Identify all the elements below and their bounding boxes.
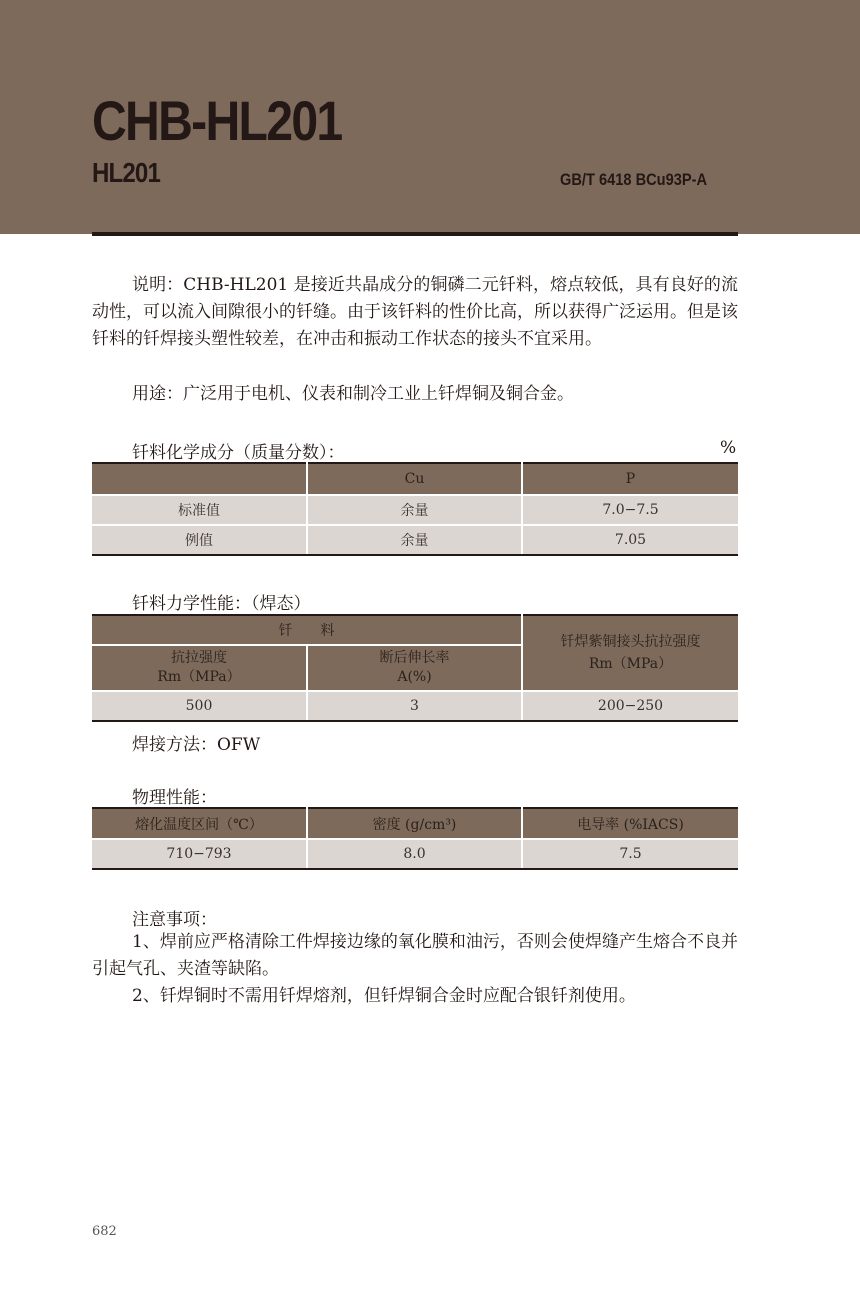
note-item: 2、钎焊铜时不需用钎焊熔剂，但钎焊铜合金时应配合银钎剂使用。 [132, 986, 636, 1006]
header-rule [92, 232, 738, 236]
product-title: CHB-HL201 [92, 89, 342, 152]
notes-title: 注意事项： [132, 910, 217, 930]
chem-header-row [92, 463, 738, 495]
table-cell: 标准值 [92, 495, 307, 525]
chem-header-cell: Cu [307, 463, 522, 495]
phys-section-title: 物理性能： [132, 788, 217, 808]
standard-code: GB/T 6418 BCu93P-A [560, 170, 708, 189]
header-band [0, 0, 860, 234]
table-cell: 200−250 [522, 691, 738, 721]
usage-text: 广泛用于电机、仪表和制冷工业上钎焊铜及铜合金。 [183, 384, 574, 404]
mech-group-header: 钎 料 [92, 615, 522, 645]
weld-method-label: 焊接方法： [132, 735, 217, 755]
mech-section-title: 钎料力学性能：（焊态） [132, 594, 311, 614]
table-cell: 710−793 [92, 839, 307, 869]
mech-table [92, 614, 738, 722]
table-cell: 例值 [92, 525, 307, 555]
chem-header-cell [92, 463, 307, 495]
mech-col1-line1: 抗拉强度 [171, 650, 227, 666]
mech-col1-line2: Rm（MPa） [157, 669, 241, 685]
usage-paragraph [92, 381, 738, 408]
table-cell: 500 [92, 691, 307, 721]
page-number: 682 [92, 1224, 117, 1239]
mech-col1-header [92, 645, 307, 691]
description-label: 说明： [132, 275, 184, 295]
chem-section-title: 钎料化学成分（质量分数）： [132, 443, 345, 463]
table-row [92, 839, 738, 869]
weld-method [132, 730, 260, 755]
phys-header-cell: 密度 (g/cm³) [307, 808, 522, 839]
mech-header-row [92, 615, 738, 645]
phys-table [92, 807, 738, 870]
mech-col2-header [307, 645, 522, 691]
phys-header-row [92, 808, 738, 839]
mech-col2-line1: 断后伸长率 [379, 650, 450, 666]
description-paragraph [92, 272, 738, 353]
weld-method-value: OFW [217, 735, 261, 755]
note-item: 1、焊前应严格清除工件焊接边缘的氧化膜和油污，否则会使焊缝产生熔合不良并引起气孔、夹渣等缺陷。 [92, 932, 738, 979]
mech-col2-line2: A(%) [397, 669, 432, 685]
table-cell: 7.5 [522, 839, 738, 869]
table-row [92, 495, 738, 525]
mech-joint-header-line1: 钎焊紫铜接头抗拉强度 [560, 634, 701, 650]
description-text: CHB-HL201 是接近共晶成分的铜磷二元钎料，熔点较低，具有良好的流动性，可以流入间隙很小的钎缝。由于该钎料的性价比高，所以获得广泛运用。但是该钎料的钎焊接头塑性较差，在冲击和振动工作状态的接头不宜采用。 [92, 275, 738, 349]
table-cell: 7.0−7.5 [522, 495, 738, 525]
mech-joint-header-line2: Rm（MPa） [588, 656, 673, 672]
table-cell: 8.0 [307, 839, 522, 869]
chem-unit: % [720, 438, 737, 458]
usage-label: 用途： [132, 384, 183, 404]
phys-header-cell: 熔化温度区间（℃） [92, 808, 307, 839]
table-cell: 余量 [307, 525, 522, 555]
mech-joint-header [522, 615, 738, 691]
table-row [92, 525, 738, 555]
chem-header-cell: P [522, 463, 738, 495]
chem-table [92, 462, 738, 556]
phys-header-cell: 电导率 (%IACS) [522, 808, 738, 839]
table-cell: 3 [307, 691, 522, 721]
table-cell: 余量 [307, 495, 522, 525]
table-cell: 7.05 [522, 525, 738, 555]
product-subtitle: HL201 [92, 157, 160, 188]
table-row [92, 691, 738, 721]
